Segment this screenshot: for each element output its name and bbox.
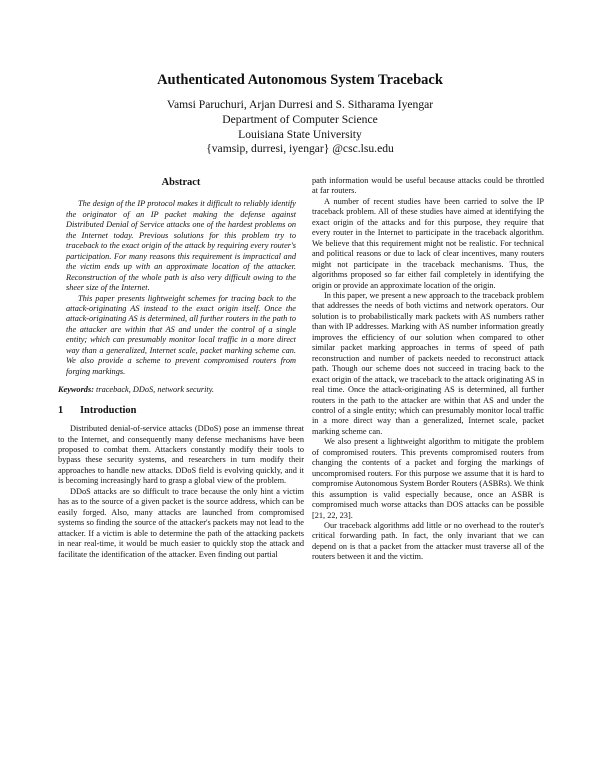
- body-paragraph: Distributed denial-of-service attacks (DDoS) pose an immense threat to the Internet, and consequently many defense mechanisms have been proposed to combat them. Attackers constantly modify their tools to bypass these security systems, and researchers in turn modify their approaches to handle new attacks. DDoS field is evolving quickly, and it is becoming increasingly hard to grasp a global view of the problem.: [58, 424, 304, 486]
- abstract-paragraph: The design of the IP protocol makes it difficult to reliably identify the originator of an IP packet making the defense against Distributed Denial of Service attacks one of the hardest problems on the Internet today. Previous solutions for this problem try to traceback to the exact origin of the attack by requiring every router's participation. For many reasons this requirement is impractical and the victim ends up with an approximate location of the attacker. Reconstruction of the whole path is also very difficult owing to the sheer size of the Internet.: [66, 199, 296, 293]
- body-paragraph: DDoS attacks are so difficult to trace because the only hint a victim has as to the source of a given packet is the source address, which can be easily forged. Also, many attacks are launched from compromised systems so finding the source of the attacker's packets may not lead to the attacker. If a victim is able to determine the path of the attacking packets in near real-time, it would be much easier to quickly stop the attack and facilitate the identification of the attacker. Even finding out partial: [58, 486, 304, 559]
- author-university: Louisiana State University: [238, 127, 362, 141]
- section-number: 1: [58, 404, 64, 416]
- body-paragraph-continued: path information would be useful because attacks could be throttled at far routers.: [312, 176, 544, 196]
- keywords-label: Keywords:: [58, 385, 94, 395]
- section-heading-introduction: [58, 406, 304, 416]
- right-column: [312, 176, 544, 563]
- left-column: [58, 178, 304, 560]
- body-paragraph: In this paper, we present a new approach to the traceback problem that addresses the needs of both victims and network operators. Our solution is to probabilistically mark packets with AS numbers rather than with IP addresses. Marking with AS number information greatly improves the efficiency of our solution when compared to other similar packet marking approaches in terms of speed of path reconstruction and number of packets needed to reconstruct attack path. Though our scheme does not succeed in tracing back to the exact origin of the attack, we traceback to the attack originating AS in real time. Once the attack-originating AS is determined, all further routers in the path to the attacker are within that AS and under the control of a single entity; which can presumably monitor local traffic in a more direct way than a generalized, Internet scale, packet marking scheme can.: [312, 290, 544, 436]
- body-paragraph: We also present a lightweight algorithm to mitigate the problem of compromised routers. This prevents compromised routers from changing the contents of a packet and forging the markings of uncompromised routers. For this purpose we assume that it is hard to compromise Autonomous System Border Routers (ASBRs). We think this assumption is valid especially because, once an ASBR is compromised much worse attacks than DOS attacks can be possible [21, 22, 23].: [312, 437, 544, 520]
- author-email: {vamsip, durresi, iyengar} @csc.lsu.edu: [206, 142, 394, 156]
- body-paragraph: Our traceback algorithms add little or no overhead to the router's critical forwarding path. In fact, the only invariant that we can depend on is that a packet from the attacker must traverse all of the routers between it and the victim.: [312, 520, 544, 562]
- paper-title: Authenticated Autonomous System Traceback: [157, 72, 443, 88]
- abstract-paragraph: This paper presents lightweight schemes for tracing back to the attack-originating AS instead to the exact origin itself. Once the attack-originating AS is determined, all further routers in the path to the attacker are within that AS and under the control of a single entity; which can presumably monitor local traffic in a more direct way than a generalized, Internet scale, packet marking scheme can. We also provide a scheme to prevent compromised routers from forging markings.: [66, 293, 296, 376]
- body-paragraph: A number of recent studies have been carried to solve the IP traceback problem. All of these studies have aimed at identifying the exact origin of the attacks and for this purpose, they require that every router in the Internet to participate in the traceback algorithm. We believe that this requirement might not be realistic. For technical and political reasons or due to lack of clear incentives, many routers might not participate in the traceback mechanisms. Thus, the algorithms proposed so far either fail completely in identifying the origin or provide an approximate location of the origin.: [312, 196, 544, 290]
- abstract-body: [58, 199, 304, 377]
- section-title: Introduction: [80, 404, 137, 416]
- author-names: Vamsi Paruchuri, Arjan Durresi and S. Sitharama Iyengar: [166, 98, 434, 111]
- keywords-text: traceback, DDoS, network security.: [96, 385, 215, 395]
- author-department: Department of Computer Science: [222, 112, 378, 126]
- author-block: [0, 98, 600, 157]
- keywords: [58, 385, 304, 395]
- abstract-heading: Abstract: [161, 177, 201, 188]
